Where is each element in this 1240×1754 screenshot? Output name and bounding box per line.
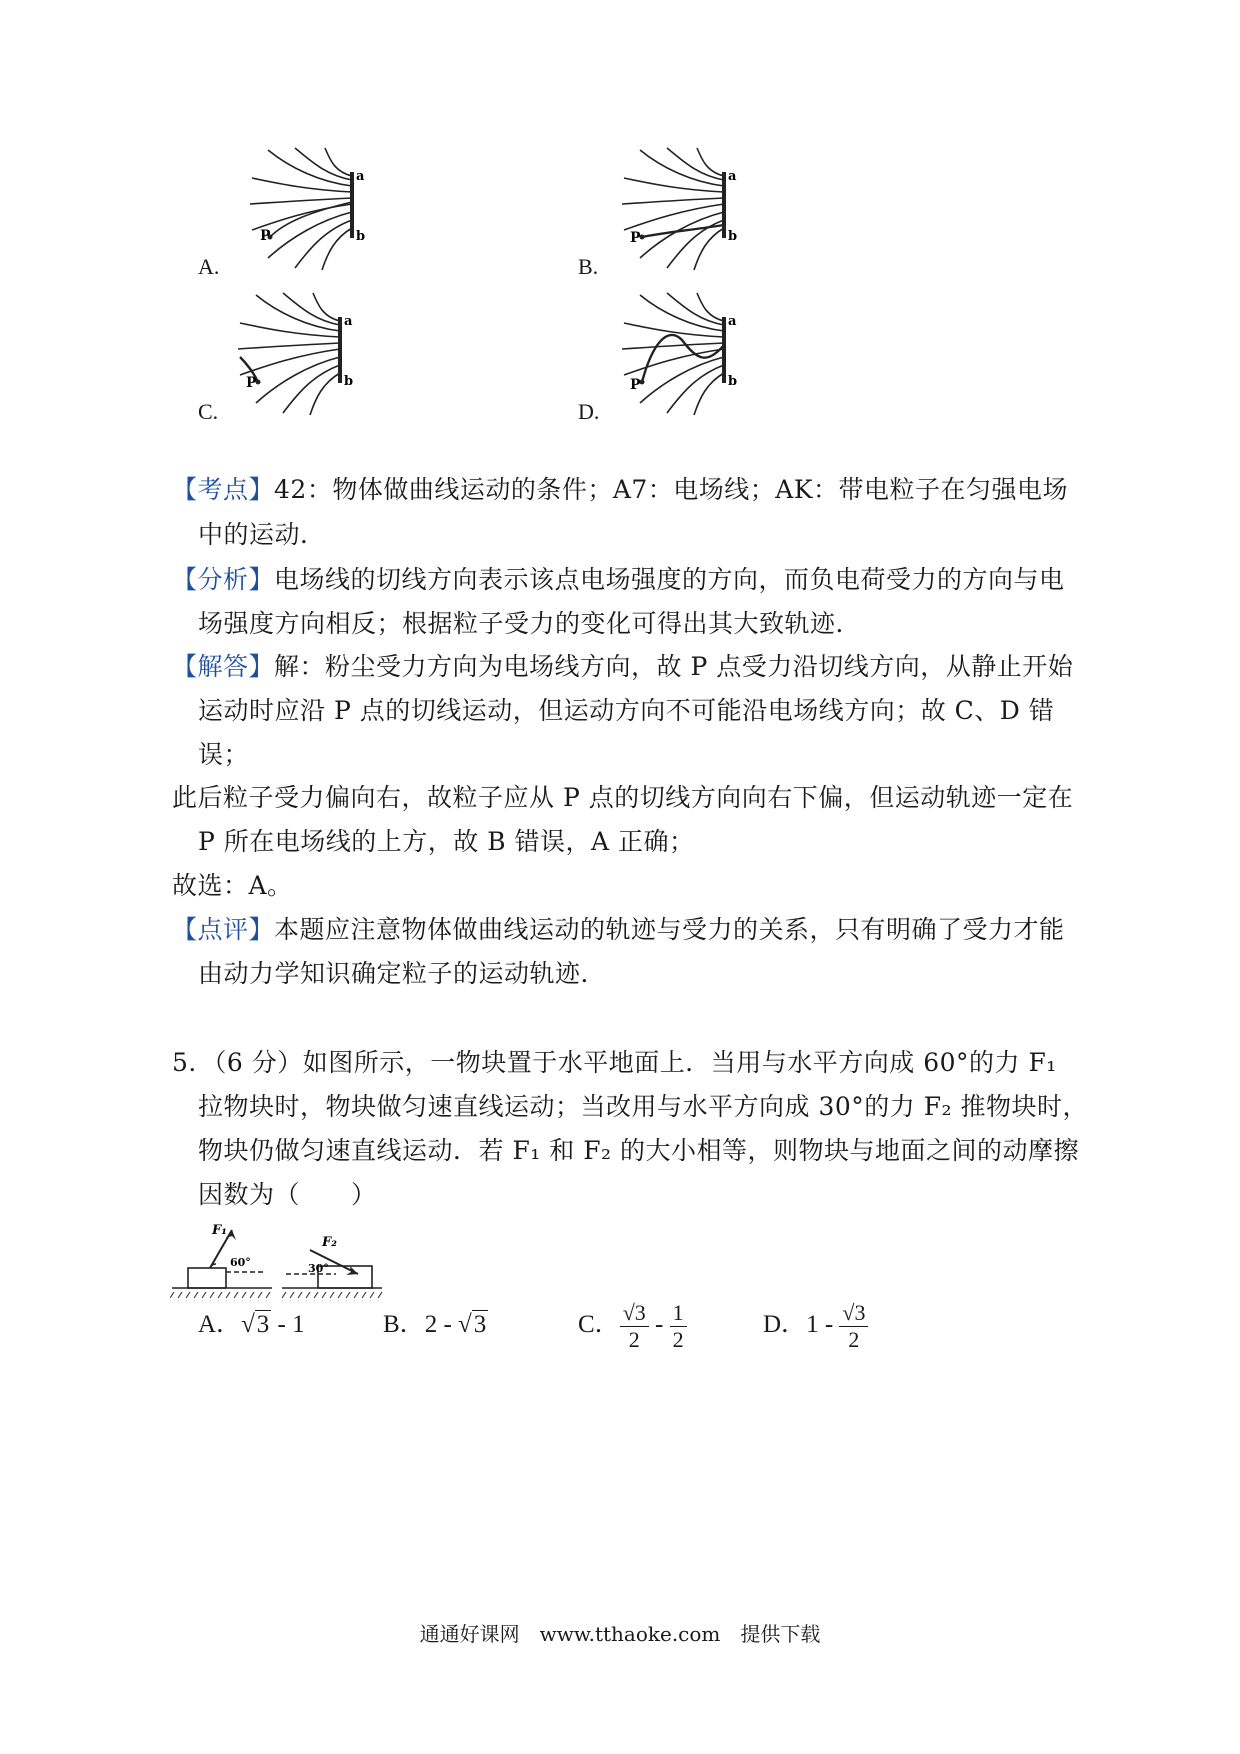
fenxi-line-2: 场强度方向相反；根据粒子受力的变化可得出其大致轨迹． [198,609,862,638]
dianping-line-1 [172,910,1065,950]
jieda-line-3: 误； [198,740,250,769]
label-a: a [728,314,737,329]
jieda-line-4: 此后粒子受力偏向右，故粒子应从 P 点的切线方向向右下偏，但运动轨迹一定在 [172,783,1074,812]
jieda-tag: 【解答】 [172,652,275,681]
label-a: a [356,169,365,184]
choice-c-frac-2 [670,1300,687,1353]
fenxi-text-1: 电场线的切线方向表示该点电场强度的方向，而负电荷受力的方向与电 [274,565,1065,594]
option-b-label: B. [578,254,599,279]
label-b: b [356,229,366,244]
label-a: a [344,314,353,329]
label-p: P [246,375,257,391]
dianping-tag: 【点评】 [172,915,275,944]
frac-numerator: √3 [620,1300,649,1327]
choice-d [763,1300,868,1353]
option-a-figure [240,140,390,280]
kaodian-tag: 【考点】 [172,475,275,504]
choice-a [198,1305,305,1345]
q5-line-4: 因数为（ ） [198,1180,377,1209]
label-p: P [260,228,271,244]
kaodian-line-1 [172,470,1068,510]
choice-d-frac [839,1300,868,1353]
label-p: P [630,230,641,246]
choice-b-label: B． [383,1311,425,1338]
choice-c-frac-1 [620,1300,649,1353]
choice-c [578,1300,687,1353]
choice-b-pre: 2 - [424,1311,459,1338]
jieda-line-1 [172,647,1073,687]
angle-60-label: 60° [230,1256,251,1269]
choice-a-radicand: 3 [256,1311,270,1338]
choice-b [383,1305,488,1345]
q5-line-2: 拉物块时，物块做匀速直线运动；当改用与水平方向成 30°的力 F₂ 推物块时， [198,1092,1089,1121]
kaodian-line-2: 中的运动． [198,520,326,549]
f2-label: F₂ [322,1235,337,1250]
label-b: b [728,229,738,244]
fenxi-line-1 [172,560,1065,600]
q5-force-figure [170,1222,430,1307]
option-b-figure [612,140,762,280]
page-footer: 通通好课网 www.tthaoke.com 提供下载 [419,1622,821,1646]
choice-a-label: A． [198,1311,242,1338]
fenxi-tag: 【分析】 [172,565,275,594]
dianping-line-2: 由动力学知识确定粒子的运动轨迹． [198,959,607,988]
kaodian-text-1: 42：物体做曲线运动的条件；A7：电场线；AK：带电粒子在匀强电场 [274,475,1069,504]
jieda-line-2: 运动时应沿 P 点的切线运动，但运动方向不可能沿电场线方向；故 C、D 错 [198,696,1055,725]
choice-d-pre: 1 - [806,1311,840,1339]
sqrt-icon: √3 [458,1311,487,1338]
option-c-label: C. [198,399,219,424]
frac-numerator: √3 [839,1300,868,1327]
frac-denominator: 2 [628,1327,640,1352]
label-p: P [630,377,641,393]
label-a: a [728,169,737,184]
choice-a-rest: - 1 [271,1311,305,1338]
option-c-figure [228,285,378,425]
label-b: b [728,374,738,389]
sqrt-icon: √3 [241,1311,270,1338]
q5-line-3: 物块仍做匀速直线运动．若 F₁ 和 F₂ 的大小相等，则物块与地面之间的动摩擦 [198,1136,1080,1165]
choice-b-radicand: 3 [473,1311,487,1338]
frac-denominator: 2 [672,1327,684,1352]
choice-c-label: C． [578,1311,620,1339]
option-a-label: A. [198,254,220,279]
angle-30-label: 30° [308,1262,329,1275]
option-d-figure [612,285,762,425]
jieda-line-5: P 所在电场线的上方，故 B 错误，A 正确； [198,827,695,856]
q5-line-1: 5．（6 分）如图所示，一物块置于水平地面上．当用与水平方向成 60°的力 F₁ [172,1048,1057,1077]
frac-numerator: 1 [670,1300,687,1327]
answer-line: 故选：A。 [172,871,293,900]
frac-denominator: 2 [848,1327,860,1352]
choice-c-mid: - [648,1311,670,1339]
option-d-label: D. [578,399,600,424]
choice-d-label: D． [763,1311,807,1339]
jieda-text-1: 解：粉尘受力方向为电场线方向，故 P 点受力沿切线方向，从静止开始 [274,652,1074,681]
label-b: b [344,374,354,389]
f1-label: F₁ [212,1223,227,1238]
dianping-text-1: 本题应注意物体做曲线运动的轨迹与受力的关系，只有明确了受力才能 [274,915,1065,944]
